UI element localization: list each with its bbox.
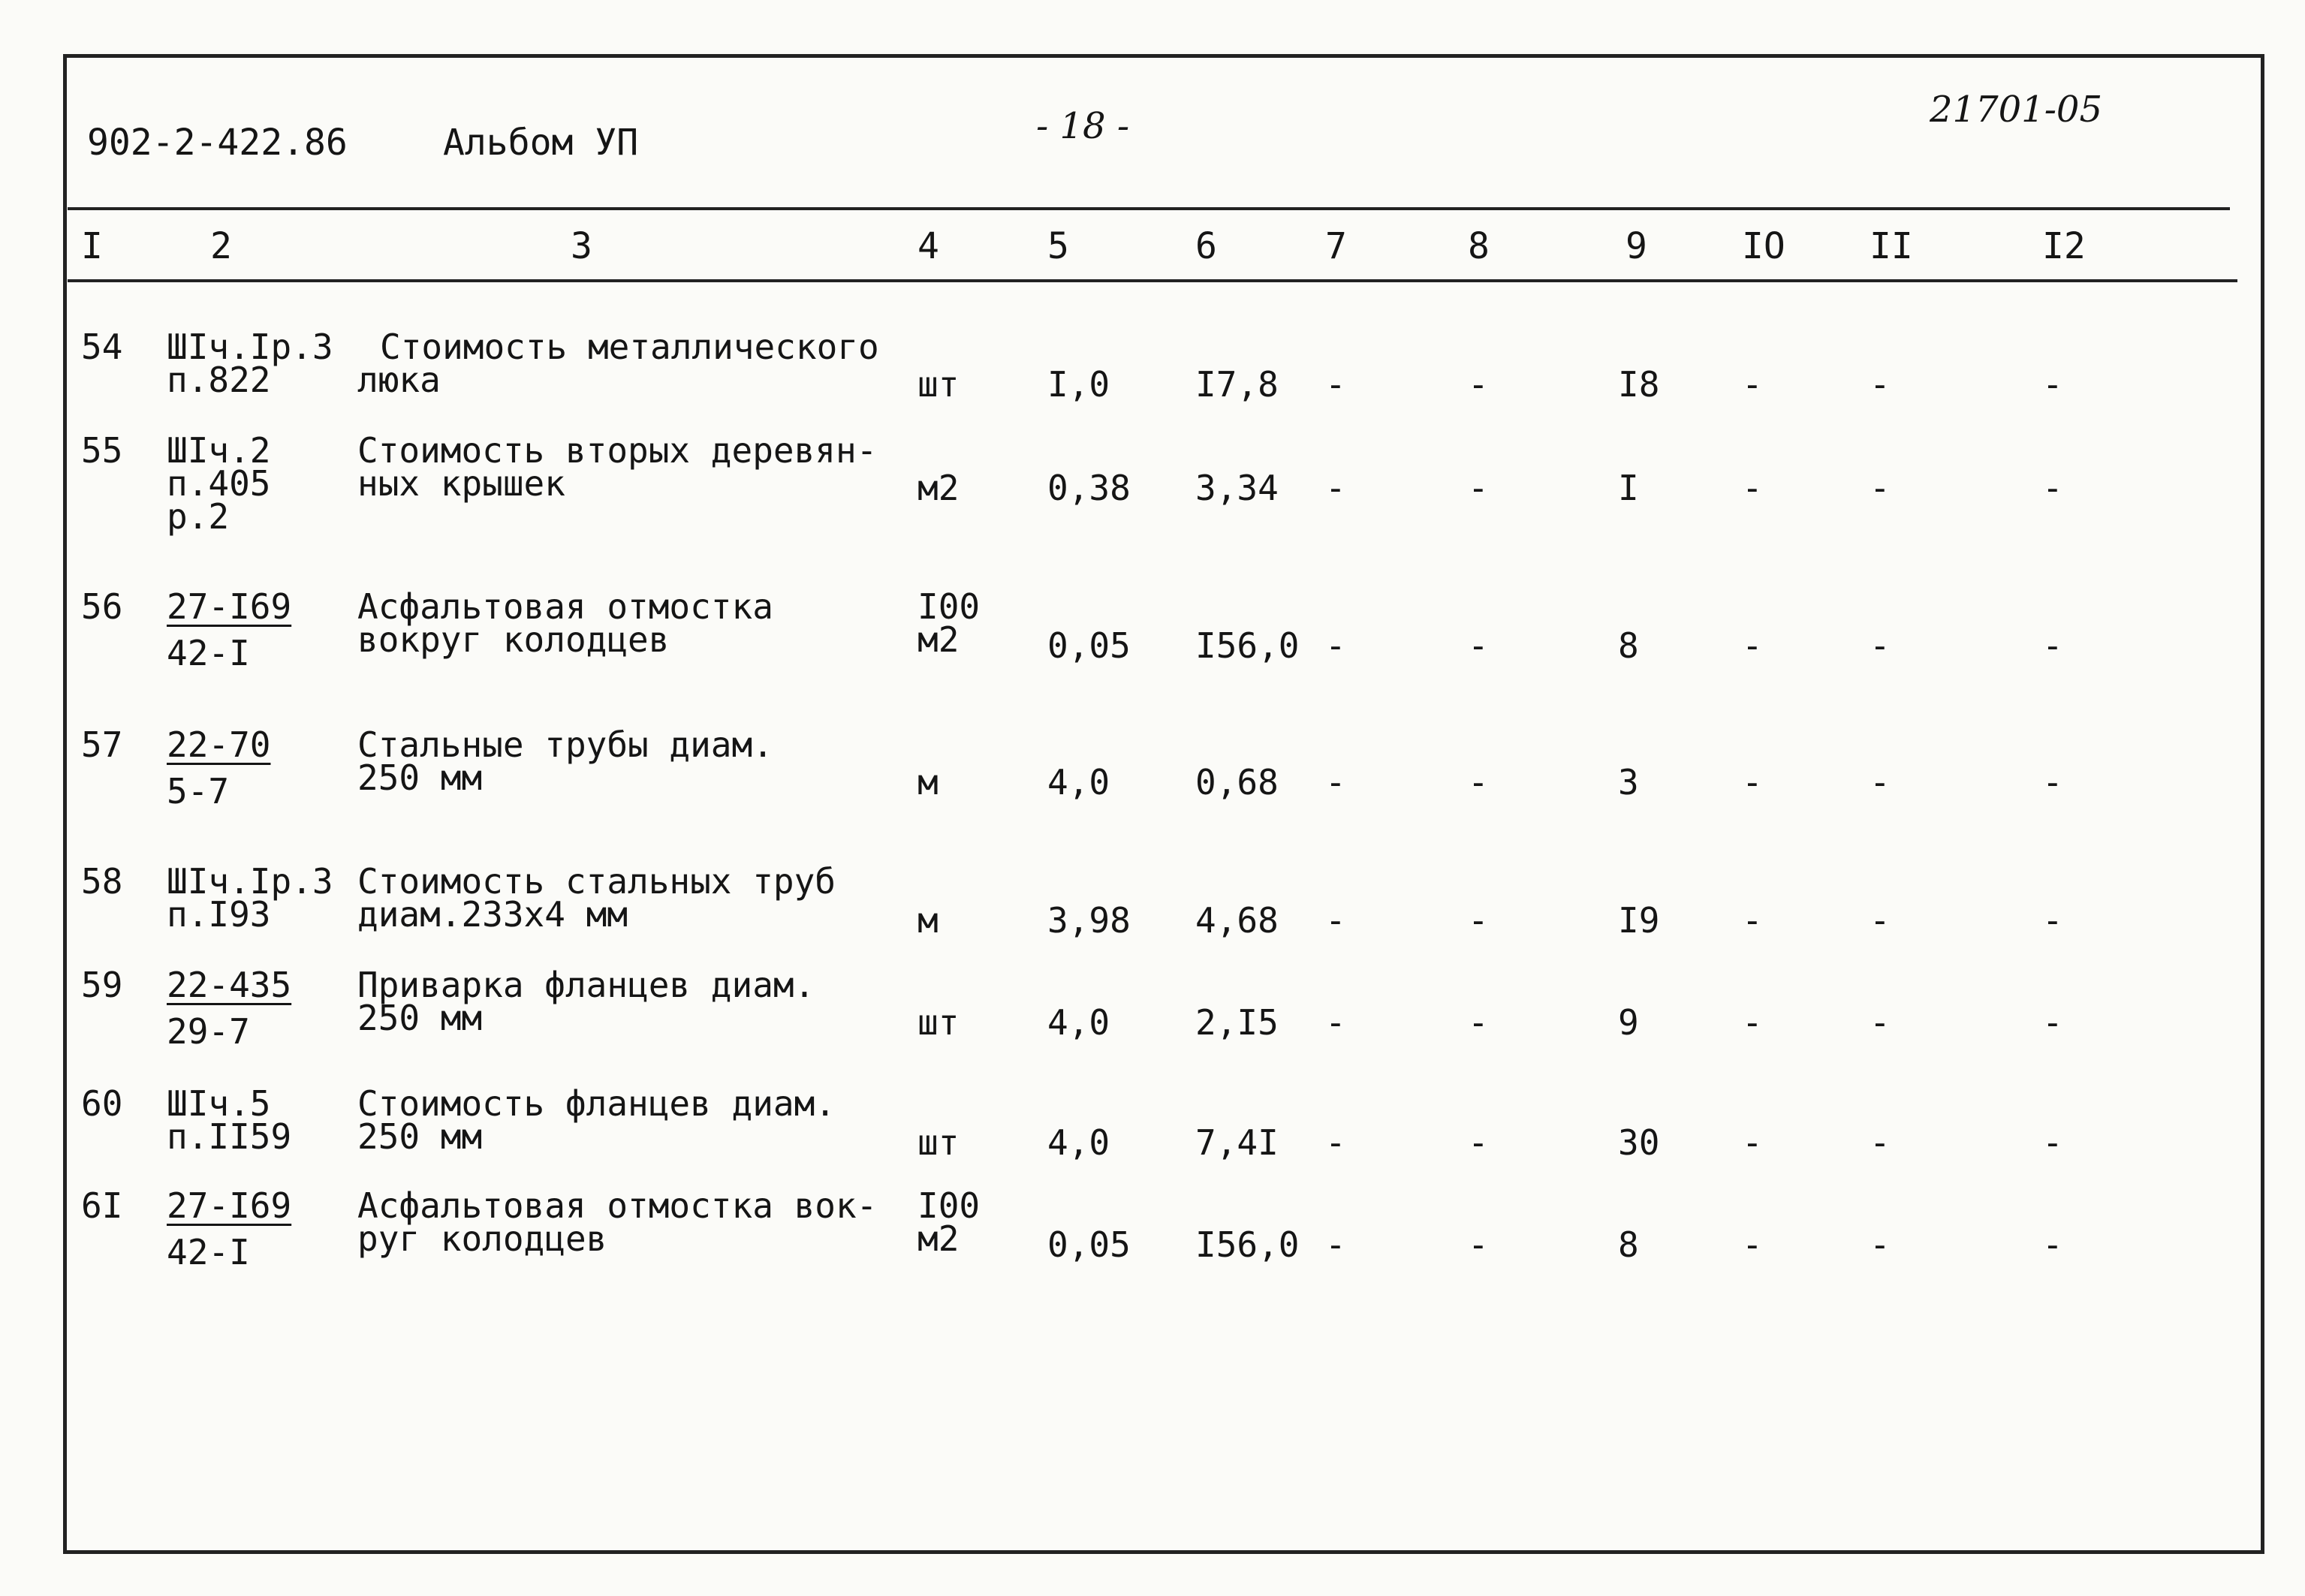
col11-value: -	[1870, 762, 1891, 803]
doc-number: 902-2-422.86	[87, 122, 348, 164]
col7-value: -	[1325, 1224, 1346, 1265]
unit-cost: I7,8	[1195, 364, 1279, 405]
norm-code-numerator: 22-70	[167, 724, 271, 765]
column-number: 3	[571, 225, 592, 267]
quantity: 0,05	[1047, 625, 1131, 666]
total-cost: 8	[1618, 1224, 1639, 1265]
work-description: Асфальтовая отмостка	[357, 586, 773, 627]
unit-cost: I56,0	[1195, 1224, 1300, 1265]
work-description: Асфальтовая отмостка вок-	[357, 1185, 878, 1226]
work-description: Стоимость вторых деревян-	[357, 430, 878, 471]
col7-value: -	[1325, 1122, 1346, 1163]
col10-value: -	[1742, 364, 1763, 405]
column-number: 9	[1626, 225, 1647, 267]
total-cost: 3	[1618, 762, 1639, 803]
price-ref-line2: п.I93	[167, 894, 271, 935]
work-description: 250 мм	[357, 1116, 483, 1157]
unit: м	[917, 762, 939, 803]
unit-cost: 7,4I	[1195, 1122, 1279, 1163]
price-ref-line2: п.822	[167, 360, 271, 400]
col12-value: -	[2042, 900, 2063, 941]
col12-value: -	[2042, 1122, 2063, 1163]
unit-line1: I00	[917, 1185, 981, 1226]
column-number: 8	[1468, 225, 1490, 267]
row-number: 58	[81, 861, 123, 902]
column-number: I2	[2042, 225, 2086, 267]
page-number: - 18 -	[1036, 105, 1130, 147]
row-number: 56	[81, 586, 123, 627]
column-number: II	[1870, 225, 1913, 267]
col12-value: -	[2042, 625, 2063, 666]
work-description: диам.233х4 мм	[357, 894, 628, 935]
col8-value: -	[1468, 1224, 1489, 1265]
col7-value: -	[1325, 762, 1346, 803]
header-rule-bottom	[68, 279, 2237, 282]
work-description: Стальные трубы диам.	[357, 724, 773, 765]
quantity: 4,0	[1047, 1122, 1110, 1163]
quantity: 0,05	[1047, 1224, 1131, 1265]
total-cost: I9	[1618, 900, 1660, 941]
col8-value: -	[1468, 762, 1489, 803]
col10-value: -	[1742, 468, 1763, 508]
col7-value: -	[1325, 625, 1346, 666]
quantity: 4,0	[1047, 762, 1110, 803]
column-number: 7	[1325, 225, 1347, 267]
norm-code-numerator: 27-I69	[167, 586, 292, 627]
quantity: I,0	[1047, 364, 1110, 405]
row-number: 6I	[81, 1185, 123, 1226]
unit-cost: 2,I5	[1195, 1002, 1279, 1043]
row-number: 59	[81, 965, 123, 1005]
norm-code-denominator: 42-I	[167, 1232, 250, 1272]
work-description: люка	[357, 360, 441, 400]
unit-cost: 3,34	[1195, 468, 1279, 508]
work-description: 250 мм	[357, 998, 483, 1038]
work-description: Стоимость фланцев диам.	[357, 1083, 836, 1124]
work-description: Стоимость стальных труб	[357, 861, 836, 902]
col12-value: -	[2042, 762, 2063, 803]
col11-value: -	[1870, 1122, 1891, 1163]
column-number: 5	[1047, 225, 1069, 267]
work-description: 250 мм	[357, 757, 483, 798]
price-ref-line3: р.2	[167, 496, 230, 537]
unit: шт	[917, 1122, 960, 1163]
price-ref-line1: ШIч.Iр.3	[167, 861, 333, 902]
quantity: 4,0	[1047, 1002, 1110, 1043]
col10-value: -	[1742, 1122, 1763, 1163]
norm-code-numerator: 22-435	[167, 965, 292, 1005]
price-ref-line2: п.II59	[167, 1116, 292, 1157]
total-cost: 9	[1618, 1002, 1639, 1043]
col10-value: -	[1742, 1002, 1763, 1043]
total-cost: I8	[1618, 364, 1660, 405]
row-number: 54	[81, 327, 123, 367]
col10-value: -	[1742, 625, 1763, 666]
work-description: вокруг колодцев	[357, 619, 670, 660]
col11-value: -	[1870, 900, 1891, 941]
col7-value: -	[1325, 468, 1346, 508]
col11-value: -	[1870, 468, 1891, 508]
unit-cost: I56,0	[1195, 625, 1300, 666]
price-ref-line1: ШIч.5	[167, 1083, 271, 1124]
col8-value: -	[1468, 364, 1489, 405]
work-description: Стоимость металлического	[380, 327, 879, 367]
column-number: I	[81, 225, 103, 267]
column-number: 4	[917, 225, 939, 267]
row-number: 57	[81, 724, 123, 765]
album-label: Альбом УП	[443, 122, 639, 164]
col10-value: -	[1742, 1224, 1763, 1265]
col11-value: -	[1870, 364, 1891, 405]
col10-value: -	[1742, 762, 1763, 803]
unit-line2: м2	[917, 619, 960, 660]
total-cost: I	[1618, 468, 1639, 508]
col7-value: -	[1325, 900, 1346, 941]
col12-value: -	[2042, 364, 2063, 405]
norm-code-denominator: 29-7	[167, 1011, 250, 1052]
col12-value: -	[2042, 468, 2063, 508]
price-ref-line2: п.405	[167, 463, 271, 504]
unit-line1: I00	[917, 586, 981, 627]
col8-value: -	[1468, 1122, 1489, 1163]
column-number: 2	[210, 225, 232, 267]
col11-value: -	[1870, 1224, 1891, 1265]
col11-value: -	[1870, 625, 1891, 666]
total-cost: 8	[1618, 625, 1639, 666]
col10-value: -	[1742, 900, 1763, 941]
column-number: IO	[1742, 225, 1785, 267]
unit: м2	[917, 468, 960, 508]
inventory-number: 21701-05	[1930, 89, 2102, 131]
col8-value: -	[1468, 625, 1489, 666]
col12-value: -	[2042, 1224, 2063, 1265]
column-number: 6	[1195, 225, 1217, 267]
col7-value: -	[1325, 364, 1346, 405]
col11-value: -	[1870, 1002, 1891, 1043]
quantity: 0,38	[1047, 468, 1131, 508]
row-number: 55	[81, 430, 123, 471]
unit-cost: 4,68	[1195, 900, 1279, 941]
total-cost: 30	[1618, 1122, 1660, 1163]
work-description: ных крышек	[357, 463, 565, 504]
quantity: 3,98	[1047, 900, 1131, 941]
norm-code-denominator: 5-7	[167, 771, 230, 812]
norm-code-numerator: 27-I69	[167, 1185, 292, 1226]
price-ref-line1: ШIч.2	[167, 430, 271, 471]
col8-value: -	[1468, 468, 1489, 508]
col8-value: -	[1468, 1002, 1489, 1043]
header-rule-top	[68, 207, 2230, 210]
work-description: Приварка фланцев диам.	[357, 965, 815, 1005]
unit: шт	[917, 1002, 960, 1043]
unit-cost: 0,68	[1195, 762, 1279, 803]
work-description: руг колодцев	[357, 1218, 607, 1259]
col8-value: -	[1468, 900, 1489, 941]
norm-code-denominator: 42-I	[167, 633, 250, 673]
unit: м	[917, 900, 939, 941]
col12-value: -	[2042, 1002, 2063, 1043]
unit-line2: м2	[917, 1218, 960, 1259]
col7-value: -	[1325, 1002, 1346, 1043]
price-ref-line1: ШIч.Iр.3	[167, 327, 333, 367]
unit: шт	[917, 364, 960, 405]
row-number: 60	[81, 1083, 123, 1124]
